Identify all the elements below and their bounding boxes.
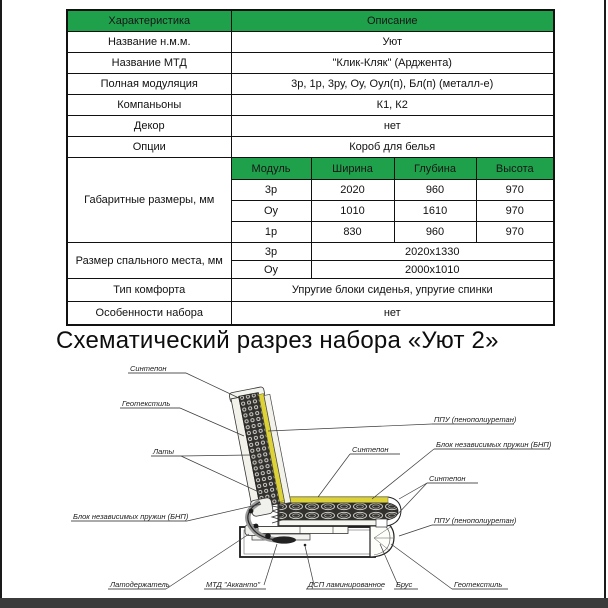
- dimensions-label-cell: Габаритные размеры, мм: [67, 158, 231, 243]
- module-cell: 3р: [231, 243, 311, 261]
- header-description: Описание: [231, 10, 554, 32]
- spec-label-cell: Название н.м.м.: [67, 32, 231, 53]
- spec-label-cell: Полная модуляция: [67, 74, 231, 95]
- label-dsp: ДСП ламинированное: [308, 580, 386, 589]
- label-ppu-bottom: ППУ (пенополиуретан): [434, 516, 517, 525]
- col-width: Ширина: [311, 158, 394, 180]
- sleeping-row: [67, 243, 554, 261]
- table-row: [67, 53, 554, 74]
- spec-value-cell: 3р, 1р, 3ру, Оу, Оул(п), Бл(п) (металл-е): [231, 74, 554, 95]
- spec-table: [66, 9, 555, 326]
- diagram-title: Схематический разрез набора «Уют 2»: [56, 327, 499, 354]
- width-cell: 2020: [311, 180, 394, 201]
- bottom-frame-band: [0, 598, 608, 608]
- header-row: [67, 10, 554, 32]
- module-cell: Оу: [231, 261, 311, 279]
- col-depth: Глубина: [394, 158, 476, 180]
- table-row: [67, 32, 554, 53]
- table-row: [67, 116, 554, 137]
- hinge-spring: [272, 506, 282, 523]
- features-row: [67, 302, 554, 326]
- depth-cell: 960: [394, 222, 476, 243]
- table-row: [67, 137, 554, 158]
- header-characteristic: Характеристика: [67, 10, 231, 32]
- seat-spring-block: [279, 503, 398, 520]
- width-cell: 830: [311, 222, 394, 243]
- label-bnp-right: Блок независимых пружин (БНП): [436, 440, 552, 449]
- module-cell: 1р: [231, 222, 311, 243]
- spec-value-cell: "Клик-Кляк" (Арджента): [231, 53, 554, 74]
- label-sintepon-mid: Синтепон: [352, 445, 389, 454]
- label-ppu-top: ППУ (пенополиуретан): [434, 415, 517, 424]
- height-cell: 970: [476, 222, 554, 243]
- spec-label-cell: Декор: [67, 116, 231, 137]
- table-row: [67, 74, 554, 95]
- spec-value-cell: нет: [231, 302, 554, 326]
- seat: [272, 497, 401, 527]
- table-row: [67, 95, 554, 116]
- spec-value-cell: Короб для белья: [231, 137, 554, 158]
- width-cell: 1010: [311, 201, 394, 222]
- label-laty: Латы: [153, 447, 175, 456]
- label-sintepon-back: Синтепон: [130, 364, 167, 373]
- spec-value-cell: Упругие блоки сиденья, упругие спинки: [231, 279, 554, 302]
- sleeping-size-cell: 2000x1010: [311, 261, 554, 279]
- module-cell: 3р: [231, 180, 311, 201]
- depth-cell: 1610: [394, 201, 476, 222]
- depth-cell: 960: [394, 180, 476, 201]
- dimensions-header-row: [67, 158, 554, 180]
- label-sintepon-right: Синтепон: [429, 474, 466, 483]
- label-latoderzhatel: Латодержатель: [110, 580, 170, 589]
- spec-label-cell: Опции: [67, 137, 231, 158]
- seat-sintepon-layer: [278, 497, 388, 503]
- module-cell: Оу: [231, 201, 311, 222]
- col-height: Высота: [476, 158, 554, 180]
- height-cell: 970: [476, 180, 554, 201]
- label-geotextile-left: Геотекстиль: [122, 399, 171, 408]
- spec-label-cell: Тип комфорта: [67, 279, 231, 302]
- label-brus: Брус: [396, 580, 413, 589]
- spec-value-cell: нет: [231, 116, 554, 137]
- spec-label-cell: Название МТД: [67, 53, 231, 74]
- spec-table-container: [66, 9, 555, 326]
- spec-label-cell: Особенности набора: [67, 302, 231, 326]
- spec-label-cell: Компаньоны: [67, 95, 231, 116]
- sofa-cross-section-diagram: [0, 358, 608, 598]
- sleeping-size-cell: 2020x1330: [311, 243, 554, 261]
- sleeping-label-cell: Размер спального места, мм: [67, 243, 231, 279]
- spec-value-cell: К1, К2: [231, 95, 554, 116]
- label-mtd: МТД "Акканто": [206, 580, 261, 589]
- label-geotextile-bottom: Геотекстиль: [454, 580, 503, 589]
- comfort-row: [67, 279, 554, 302]
- backrest: [229, 386, 292, 517]
- height-cell: 970: [476, 201, 554, 222]
- label-bnp-left: Блок независимых пружин (БНП): [73, 512, 189, 521]
- col-module: Модуль: [231, 158, 311, 180]
- dsp-marker: [304, 544, 307, 547]
- spec-value-cell: Уют: [231, 32, 554, 53]
